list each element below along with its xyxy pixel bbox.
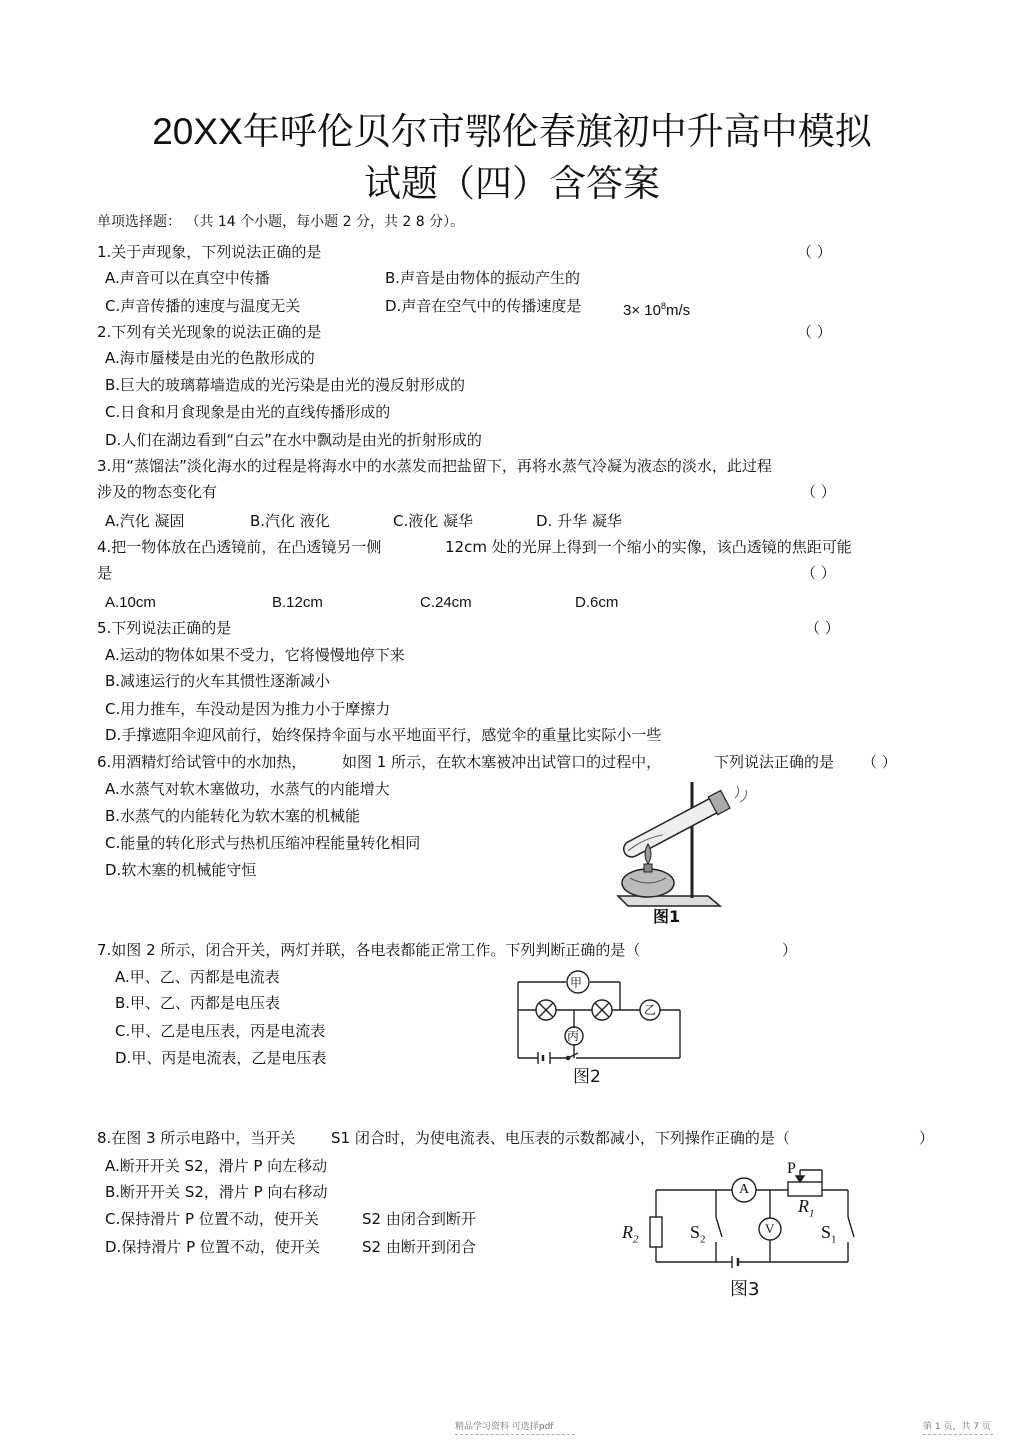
figure-3-circuit	[640, 1162, 860, 1277]
q1-option-c: C.声音传播的速度与温度无关	[105, 297, 301, 315]
q3-option-a: A.汽化 凝固	[105, 512, 185, 530]
q4-answer-paren: （ ）	[801, 564, 836, 582]
q2-option-d: D.人们在湖边看到“白云”在水中飘动是由光的折射形成的	[105, 431, 482, 449]
q4-stem-line2: 是	[97, 564, 113, 582]
q7-stem-close: ）	[782, 941, 798, 959]
q1-stem: 1.关于声现象，下列说法正确的是	[97, 243, 322, 261]
q2-option-a: A.海市蜃楼是由光的色散形成的	[105, 349, 315, 367]
fig3-s1-sub: 1	[831, 1233, 837, 1246]
figure-1-apparatus	[600, 778, 760, 928]
figure-1-caption: 图1	[653, 907, 681, 926]
q3-option-b: B.汽化 液化	[250, 512, 330, 530]
q1-d-unit: m/s	[665, 302, 691, 319]
q6-option-d: D.软木塞的机械能守恒	[105, 861, 257, 879]
footer-right: 第 1 页，共 7 页	[923, 1422, 991, 1432]
q4-option-a: A.10cm	[105, 594, 156, 611]
fig3-r2-sub: 2	[633, 1233, 639, 1246]
q1-d-coefficient: 3× 10	[623, 302, 661, 319]
q3-stem-line2: 涉及的物态变化有	[97, 483, 218, 501]
q6-stem-b: 如图 1 所示，在软木塞被冲出试管口的过程中，	[342, 753, 662, 771]
footer-divider-left	[455, 1434, 575, 1435]
q3-option-c: C.液化 凝华	[393, 512, 474, 530]
q6-stem: 6.用酒精灯给试管中的水加热，	[97, 753, 307, 771]
fig3-r2-letter: R	[622, 1222, 633, 1242]
footer-left: 精品学习资料 可选择pdf	[455, 1422, 554, 1432]
q1-answer-paren: （ ）	[797, 243, 832, 261]
figure-2-circuit	[510, 968, 690, 1078]
fig2-meter-yi: 乙	[644, 1003, 657, 1017]
q5-stem: 5.下列说法正确的是	[97, 619, 232, 637]
q2-option-b: B.巨大的玻璃幕墙造成的光污染是由光的漫反射形成的	[105, 376, 466, 394]
fig3-s1-label	[821, 1222, 837, 1250]
q8-option-c2: S2 由闭合到断开	[362, 1210, 476, 1228]
fig2-meter-jia: 甲	[570, 976, 583, 990]
q8-stem-close: ）	[919, 1129, 935, 1147]
q5-option-c: C.用力推车，车没动是因为推力小于摩擦力	[105, 700, 391, 718]
section-header: 单项选择题： （共 14 个小题，每小题 2 分，共 2 8 分）。	[97, 214, 465, 230]
fig3-r1-label	[798, 1196, 815, 1224]
q5-option-a: A.运动的物体如果不受力，它将慢慢地停下来	[105, 646, 405, 664]
q7-option-d: D.甲、丙是电流表，乙是电压表	[115, 1049, 327, 1067]
q7-option-c: C.甲、乙是电压表，丙是电流表	[115, 1022, 326, 1040]
q2-answer-paren: （ ）	[797, 323, 832, 341]
q6-option-a: A.水蒸气对软木塞做功，水蒸气的内能增大	[105, 780, 390, 798]
q4-option-c: C.24cm	[420, 594, 472, 611]
q3-stem-line1: 3.用“蒸馏法”淡化海水的过程是将海水中的水蒸发而把盐留下，再将水蒸气冷凝为液态的淡水，此过程	[97, 457, 772, 475]
q7-stem: 7.如图 2 所示，闭合开关，两灯并联，各电表都能正常工作。下列判断正确的是（	[97, 941, 641, 959]
figure-2-caption: 图2	[573, 1067, 601, 1087]
q1-option-d-value	[623, 296, 690, 321]
q6-option-c: C.能量的转化形式与热机压缩冲程能量转化相同	[105, 834, 421, 852]
fig3-slider-label: P	[787, 1160, 796, 1177]
q3-option-d: D. 升华 凝华	[536, 512, 622, 530]
q1-option-b: B.声音是由物体的振动产生的	[385, 269, 581, 287]
q5-option-b: B.减速运行的火车其惯性逐渐减小	[105, 672, 331, 690]
q4-stem-line1: 4.把一物体放在凸透镜前，在凸透镜另一侧	[97, 538, 382, 556]
fig3-s2-letter: S	[690, 1222, 701, 1242]
q5-option-d: D.手撑遮阳伞迎风前行，始终保持伞面与水平地面平行，感觉伞的重量比实际小一些	[105, 726, 662, 744]
q8-option-c: C.保持滑片 P 位置不动，使开关	[105, 1210, 319, 1228]
q8-option-a: A.断开开关 S2，滑片 P 向左移动	[105, 1157, 328, 1175]
fig3-r1-sub: 1	[809, 1207, 815, 1220]
fig3-r2-label	[622, 1222, 639, 1250]
q1-d-exponent: 8	[660, 301, 666, 311]
q8-option-d2: S2 由断开到闭合	[362, 1238, 476, 1256]
q7-option-a: A.甲、乙、丙都是电流表	[115, 968, 280, 986]
q1-option-a: A.声音可以在真空中传播	[105, 269, 270, 287]
q3-answer-paren: （ ）	[801, 483, 836, 501]
figure-3-caption: 图3	[730, 1279, 760, 1300]
title-line2: 试题（四）含答案	[364, 163, 660, 204]
fig3-ammeter-label: A	[739, 1182, 750, 1197]
footer-divider-right	[923, 1434, 993, 1435]
fig3-r1-letter: R	[798, 1196, 809, 1216]
q5-answer-paren: （ ）	[805, 619, 840, 637]
q8-stem: 8.在图 3 所示电路中，当开关	[97, 1129, 296, 1147]
fig2-meter-bing: 丙	[567, 1029, 580, 1043]
fig3-s1-letter: S	[821, 1222, 832, 1242]
q4-option-b: B.12cm	[272, 594, 323, 611]
q6-stem-c: 下列说法正确的是	[714, 753, 835, 771]
q6-answer-paren: （ ）	[862, 753, 897, 771]
q2-option-c: C.日食和月食现象是由光的直线传播形成的	[105, 403, 391, 421]
q2-stem: 2.下列有关光现象的说法正确的是	[97, 323, 322, 341]
fig3-s2-label	[690, 1222, 706, 1250]
q4-option-d: D.6cm	[575, 594, 619, 611]
q4-stem-line1b: 12cm 处的光屏上得到一个缩小的实像，该凸透镜的焦距可能	[445, 538, 852, 556]
q1-option-d: D.声音在空气中的传播速度是	[385, 297, 582, 315]
q7-option-b: B.甲、乙、丙都是电压表	[115, 994, 281, 1012]
q8-option-b: B.断开开关 S2，滑片 P 向右移动	[105, 1183, 328, 1201]
q8-option-d: D.保持滑片 P 位置不动，使开关	[105, 1238, 320, 1256]
title-line1: 20XX年呼伦贝尔市鄂伦春旗初中升高中模拟	[152, 111, 872, 152]
fig3-s2-sub: 2	[700, 1233, 706, 1246]
q8-stem-b: S1 闭合时，为使电流表、电压表的示数都减小，下列操作正确的是（	[331, 1129, 790, 1147]
q6-option-b: B.水蒸气的内能转化为软木塞的机械能	[105, 807, 361, 825]
fig3-voltmeter-label: V	[765, 1221, 775, 1236]
